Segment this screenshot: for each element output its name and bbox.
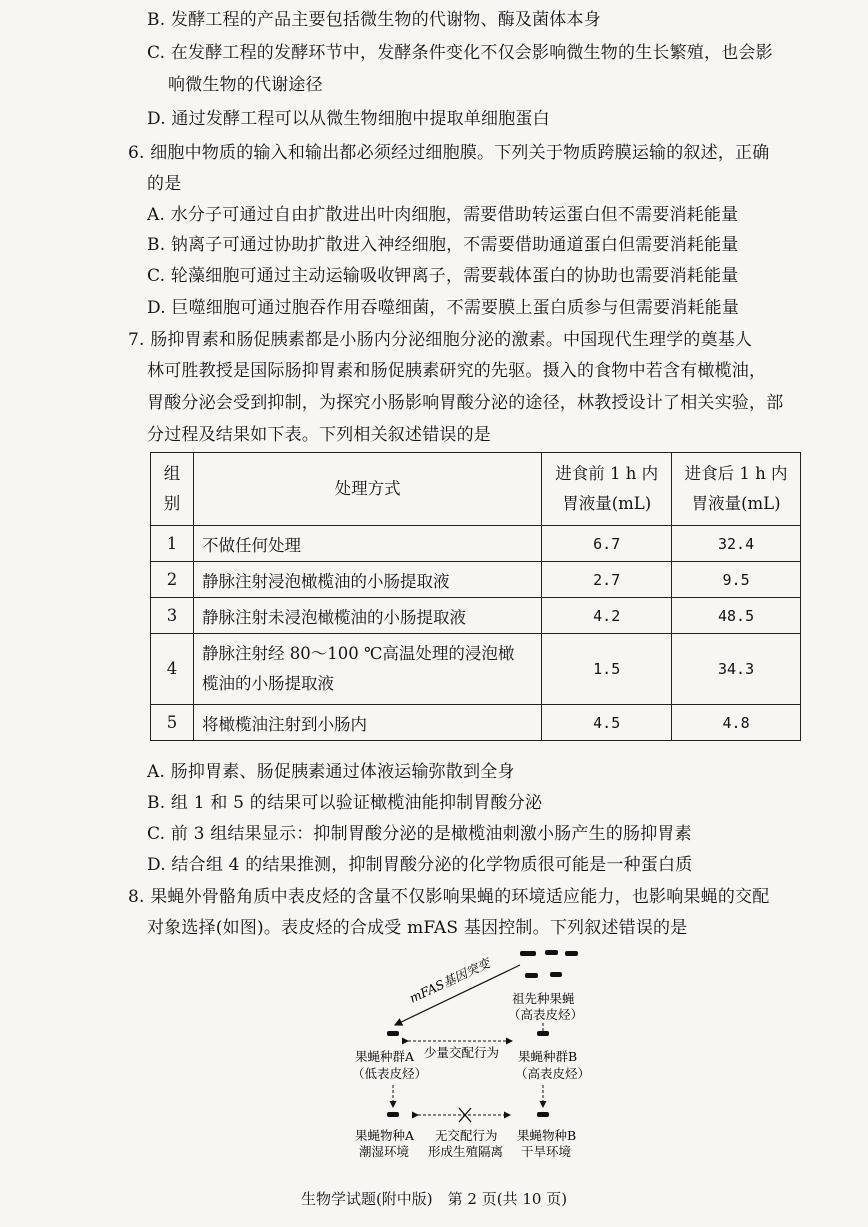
header-before-line1: 进食前 1 h 内 (555, 464, 659, 483)
q5-option-c-line1: C. 在发酵工程的发酵环节中，发酵条件变化不仅会影响微生物的生长繁殖，也会影 (147, 43, 773, 63)
q7-stem-line4: 分过程及结果如下表。下列相关叙述错误的是 (147, 425, 491, 445)
q5-option-b: B. 发酵工程的产品主要包括微生物的代谢物、酶及菌体本身 (147, 10, 601, 30)
q7-option-d: D. 结合组 4 的结果推测，抑制胃酸分泌的化学物质很可能是一种蛋白质 (147, 855, 693, 875)
q7-stem-line3: 胃酸分泌会受到抑制，为探究小肠影响胃酸分泌的途径，林教授设计了相关实验，部 (147, 393, 784, 413)
cell-after: 34.3 (672, 634, 801, 705)
q6-option-d: D. 巨噬细胞可通过胞吞作用吞噬细菌，不需要膜上蛋白质参与但需要消耗能量 (147, 298, 740, 318)
cell-method: 将橄榄油注射到小肠内 (193, 705, 541, 741)
speciation-diagram (340, 945, 610, 1170)
cell-group: 4 (151, 634, 194, 705)
page-footer: 生物学试题(附中版) 第 2 页(共 10 页) (300, 1190, 568, 1208)
cell-after: 4.8 (672, 705, 801, 741)
table-row (151, 634, 801, 705)
species-a-fly-icon (387, 1112, 399, 1117)
cell-after: 32.4 (672, 526, 801, 562)
no-mating-label-line1: 无交配行为 (435, 1128, 498, 1143)
pop-b-fly-icon (537, 1031, 549, 1036)
header-after-line2: 胃液量(mL) (691, 494, 781, 513)
cell-group: 5 (151, 705, 194, 741)
q5-option-c-line2: 响微生物的代谢途径 (168, 75, 323, 95)
species-b-label-line1: 果蝇物种B (517, 1128, 577, 1143)
cell-method: 静脉注射未浸泡橄榄油的小肠提取液 (193, 598, 541, 634)
cell-after: 48.5 (672, 598, 801, 634)
cell-method: 静脉注射浸泡橄榄油的小肠提取液 (193, 562, 541, 598)
mutation-label: mFAS基因突变 (406, 955, 493, 1006)
cell-before: 4.5 (542, 705, 672, 741)
species-b-label-line2: 干旱环境 (521, 1144, 572, 1159)
pop-a-label-line2: （低表皮烃） (352, 1066, 428, 1081)
ancestor-label-line1: 祖先种果蝇 (512, 991, 575, 1006)
table-row (151, 526, 801, 562)
cell-method: 不做任何处理 (193, 526, 541, 562)
q7-option-c: C. 前 3 组结果显示：抑制胃酸分泌的是橄榄油刺激小肠产生的肠抑胃素 (147, 824, 692, 844)
cell-before: 4.2 (542, 598, 672, 634)
pop-b-label-line2: （高表皮烃） (515, 1066, 591, 1081)
cell-after: 9.5 (672, 562, 801, 598)
cell-before: 1.5 (542, 634, 672, 705)
q6-option-c: C. 轮藻细胞可通过主动运输吸收钾离子，需要载体蛋白的协助也需要消耗能量 (147, 266, 739, 286)
cell-group: 2 (151, 562, 194, 598)
pop-b-label-line1: 果蝇种群B (518, 1049, 578, 1064)
q7-option-a: A. 肠抑胃素、肠促胰素通过体液运输弥散到全身 (147, 762, 515, 782)
little-mating-label: 少量交配行为 (424, 1045, 500, 1060)
cell-method-line2: 榄油的小肠提取液 (201, 674, 334, 693)
header-after (672, 453, 801, 526)
table-row (151, 562, 801, 598)
cell-before: 2.7 (542, 562, 672, 598)
q7-option-b: B. 组 1 和 5 的结果可以验证橄榄油能抑制胃酸分泌 (147, 793, 543, 813)
cell-before: 6.7 (542, 526, 672, 562)
q7-stem-line1: 7. 肠抑胃素和肠促胰素都是小肠内分泌细胞分泌的激素。中国现代生理学的奠基人 (128, 330, 753, 350)
cell-group: 3 (151, 598, 194, 634)
results-table (150, 452, 801, 741)
cell-method (193, 634, 541, 705)
q6-option-b: B. 钠离子可通过协助扩散进入神经细胞，不需要借助通道蛋白但需要消耗能量 (147, 235, 739, 255)
header-group: 组别 (151, 453, 194, 526)
species-a-label-line2: 潮湿环境 (359, 1144, 410, 1159)
q8-stem-line2: 对象选择(如图)。表皮烃的合成受 mFAS 基因控制。下列叙述错误的是 (147, 918, 688, 938)
header-method: 处理方式 (193, 453, 541, 526)
no-mating-label-line2: 形成生殖隔离 (428, 1144, 504, 1159)
cell-group: 1 (151, 526, 194, 562)
header-before-line2: 胃液量(mL) (562, 494, 652, 513)
header-after-line1: 进食后 1 h 内 (684, 464, 788, 483)
ancestor-label-line2: （高表皮烃） (508, 1007, 584, 1022)
q5-option-d: D. 通过发酵工程可以从微生物细胞中提取单细胞蛋白 (147, 109, 550, 129)
pop-a-label-line1: 果蝇种群A (355, 1049, 415, 1064)
q6-stem-line2: 的是 (147, 174, 182, 194)
q7-stem-line2: 林可胜教授是国际肠抑胃素和肠促胰素研究的先驱。摄入的食物中若含有橄榄油， (147, 361, 767, 381)
table-row (151, 705, 801, 741)
table-header-row (151, 453, 801, 526)
cell-method-line1: 静脉注射经 80～100 ℃高温处理的浸泡橄 (201, 644, 515, 663)
ancestor-flies-icon (520, 950, 578, 978)
pop-a-fly-icon (387, 1031, 399, 1036)
table-row (151, 598, 801, 634)
q6-stem-line1: 6. 细胞中物质的输入和输出都必须经过细胞膜。下列关于物质跨膜运输的叙述，正确 (128, 143, 770, 163)
q6-option-a: A. 水分子可通过自由扩散进出叶肉细胞，需要借助转运蛋白但不需要消耗能量 (147, 205, 739, 225)
species-b-fly-icon (537, 1112, 549, 1117)
header-before (542, 453, 672, 526)
species-a-label-line1: 果蝇物种A (355, 1128, 415, 1143)
q8-stem-line1: 8. 果蝇外骨骼角质中表皮烃的含量不仅影响果蝇的环境适应能力，也影响果蝇的交配 (128, 887, 770, 907)
